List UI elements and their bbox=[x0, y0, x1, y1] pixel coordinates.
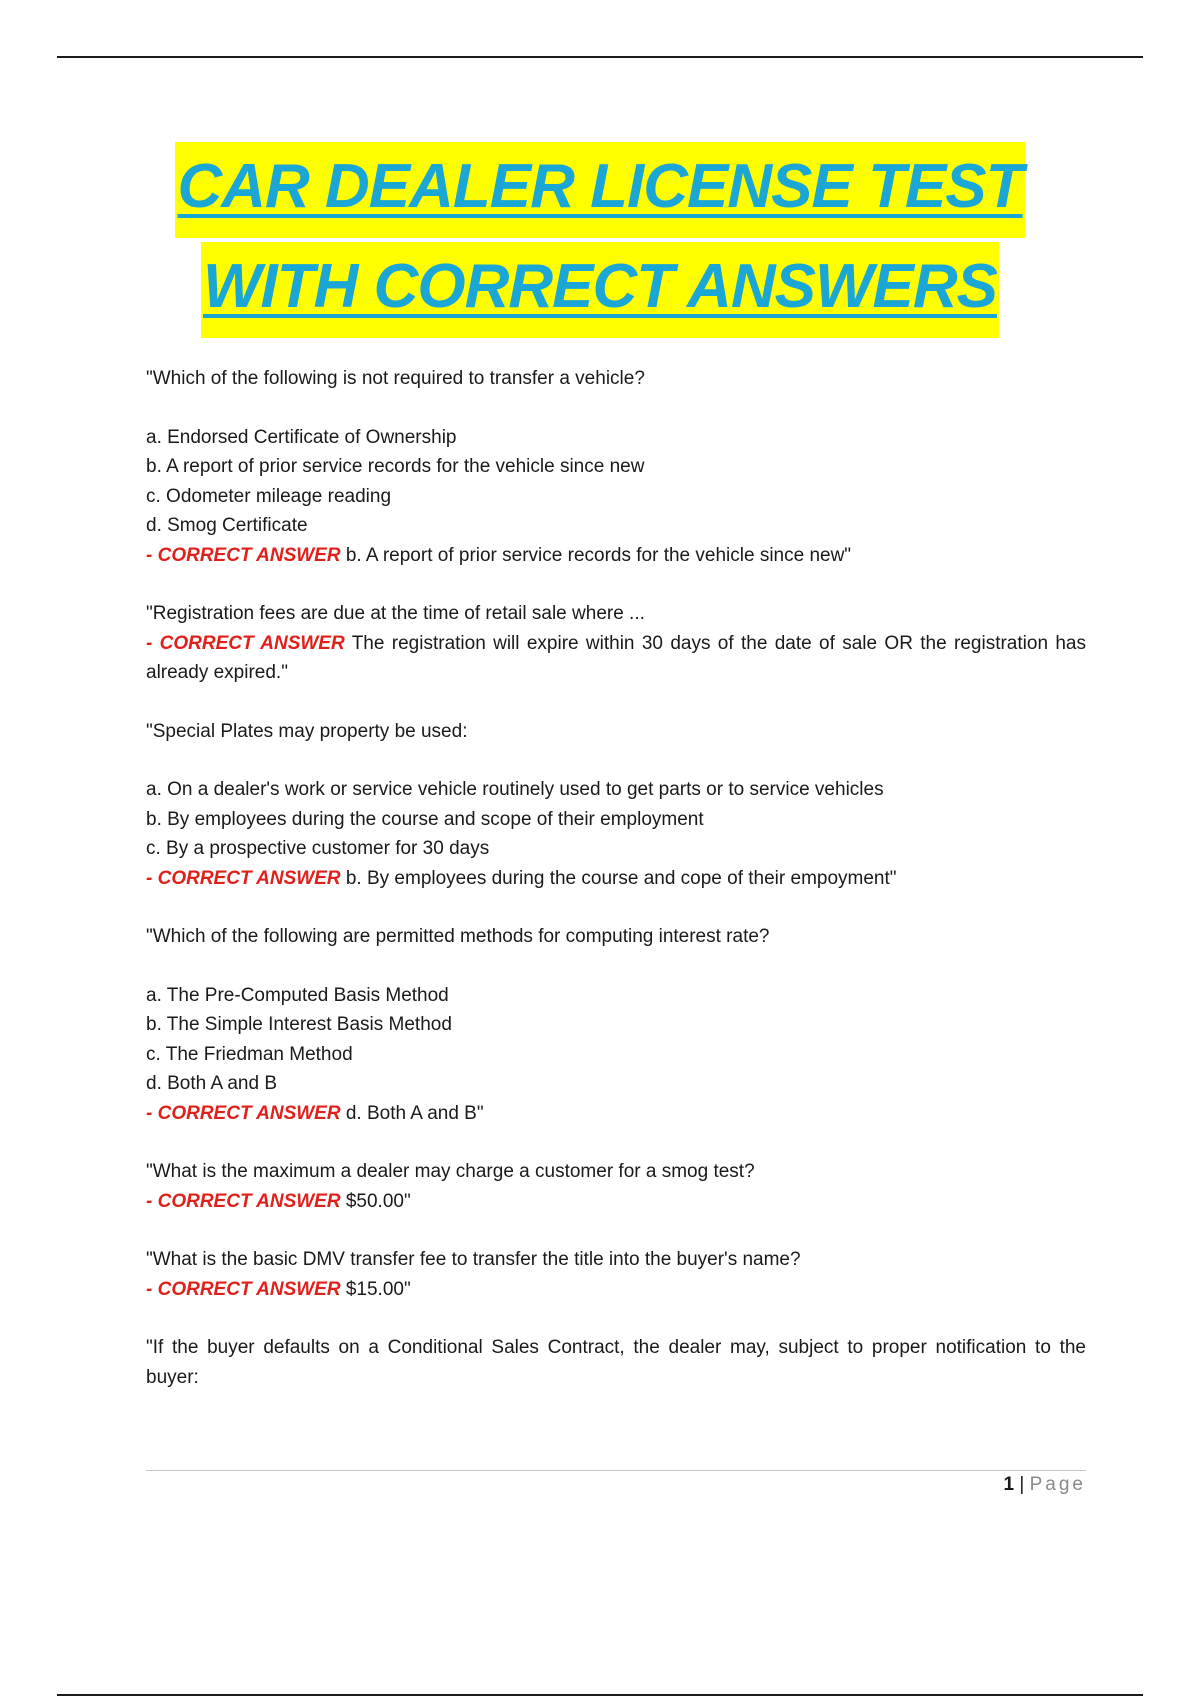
bottom-rule bbox=[57, 1694, 1143, 1696]
q1-answer bbox=[146, 541, 1086, 571]
question-7: "If the buyer defaults on a Conditional Sales Contract, the dealer may, subject to proper notification to the buyer: bbox=[146, 1337, 1086, 1388]
document-title bbox=[0, 142, 1200, 342]
question-1: "Which of the following is not required to transfer a vehicle? bbox=[146, 368, 645, 389]
question-2: "Registration fees are due at the time of retail sale where ... bbox=[146, 603, 645, 624]
q4-option-b: b. The Simple Interest Basis Method bbox=[146, 1014, 452, 1035]
page-separator: | bbox=[1014, 1474, 1030, 1495]
document-body bbox=[146, 364, 1086, 1392]
correct-answer-label: - CORRECT ANSWER bbox=[146, 1102, 341, 1124]
q1-option-d: d. Smog Certificate bbox=[146, 515, 308, 536]
q4-option-d: d. Both A and B bbox=[146, 1073, 277, 1094]
q4-answer bbox=[146, 1099, 1086, 1129]
q3-option-a: a. On a dealer's work or service vehicle routinely used to get parts or to service vehicles bbox=[146, 779, 884, 800]
page-number-value: 1 bbox=[1003, 1474, 1015, 1495]
header-rule bbox=[57, 56, 1143, 58]
footer-rule bbox=[146, 1470, 1086, 1471]
question-3: "Special Plates may property be used: bbox=[146, 720, 468, 742]
q1-option-b: b. A report of prior service records for the vehicle since new bbox=[146, 456, 645, 477]
q3-answer-text: b. By employees during the course and cope of their empoyment" bbox=[340, 867, 897, 889]
q6-answer bbox=[146, 1275, 1086, 1305]
q1-answer-text: b. A report of prior service records for the vehicle since new" bbox=[340, 544, 852, 566]
question-4: "Which of the following are permitted methods for computing interest rate? bbox=[146, 926, 770, 947]
q3-option-b: b. By employees during the course and scope of their employment bbox=[146, 808, 704, 830]
question-6: "What is the basic DMV transfer fee to transfer the title into the buyer's name? bbox=[146, 1249, 801, 1270]
q3-answer bbox=[146, 864, 1086, 894]
correct-answer-label: - CORRECT ANSWER bbox=[146, 632, 345, 654]
q4-option-a: a. The Pre-Computed Basis Method bbox=[146, 984, 449, 1006]
title-line-1: CAR DEALER LICENSE TEST bbox=[175, 142, 1024, 238]
q3-option-c: c. By a prospective customer for 30 days bbox=[146, 838, 490, 859]
correct-answer-label: - CORRECT ANSWER bbox=[146, 1190, 341, 1212]
q4-option-c: c. The Friedman Method bbox=[146, 1043, 353, 1065]
correct-answer-label: - CORRECT ANSWER bbox=[146, 1278, 341, 1300]
title-line-2: WITH CORRECT ANSWERS bbox=[201, 242, 999, 338]
page-label: Page bbox=[1029, 1474, 1086, 1495]
q2-answer-text: The registration will expire within 30 days of the date of sale OR the registration has already expired." bbox=[146, 632, 1086, 683]
correct-answer-label: - CORRECT ANSWER bbox=[146, 544, 341, 566]
q1-option-a: a. Endorsed Certificate of Ownership bbox=[146, 426, 457, 448]
q4-answer-text: d. Both A and B" bbox=[340, 1102, 484, 1124]
question-5: "What is the maximum a dealer may charge a customer for a smog test? bbox=[146, 1161, 755, 1182]
q1-option-c: c. Odometer mileage reading bbox=[146, 485, 392, 507]
correct-answer-label: - CORRECT ANSWER bbox=[146, 867, 341, 889]
q6-answer-text: $15.00" bbox=[340, 1278, 411, 1300]
page-number bbox=[1004, 1474, 1086, 1496]
q5-answer bbox=[146, 1187, 1086, 1217]
q2-answer bbox=[146, 629, 1086, 688]
q5-answer-text: $50.00" bbox=[340, 1190, 411, 1212]
